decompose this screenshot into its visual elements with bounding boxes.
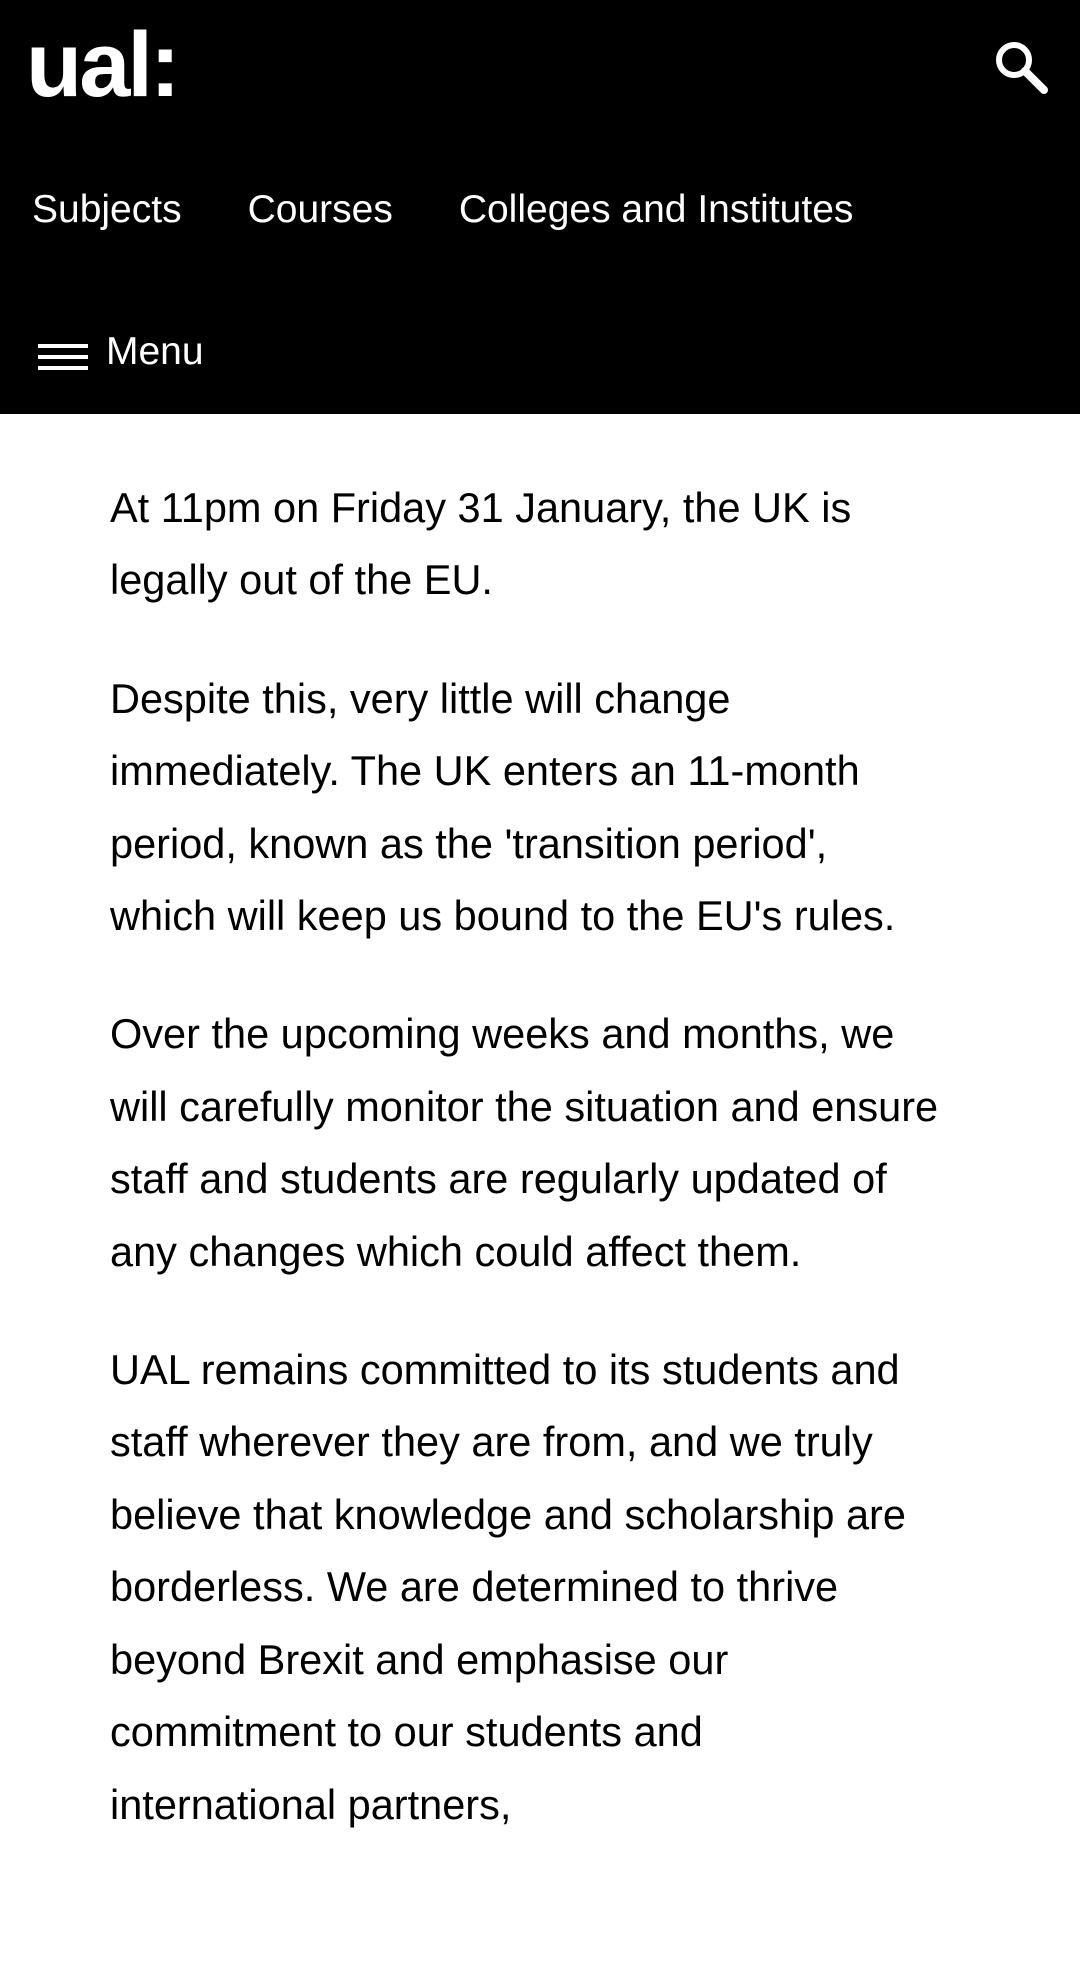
nav-item-courses[interactable]: Courses (247, 188, 393, 231)
article-paragraph: Despite this, very little will change immediately. The UK enters an 11-month period, known as the 'transition period', which will keep us bound to the EU's rules. (110, 674, 896, 940)
hamburger-icon (38, 330, 88, 366)
article-paragraph: Over the upcoming weeks and months, we will carefully monitor the situation and ensure staff and students are regularly updated of any changes which could affect them. (110, 1010, 939, 1275)
search-button[interactable] (990, 36, 1054, 100)
nav-item-colleges-and-institutes[interactable]: Colleges and Institutes (458, 188, 854, 231)
menu-label: Menu (106, 330, 204, 373)
site-header (0, 0, 1080, 414)
primary-nav (32, 180, 919, 240)
ual-logo[interactable]: ual: (26, 14, 178, 116)
menu-button[interactable] (38, 318, 204, 378)
nav-item-subjects[interactable]: Subjects (32, 188, 182, 231)
article-paragraph: At 11pm on Friday 31 January, the UK is legally out of the EU. (110, 484, 852, 604)
article-paragraph: UAL remains committed to its students and staff wherever they are from, and we truly believe that knowledge and scholarship are borderless. We are determined to thrive beyond Brexit and emphasise our commitment to our students and international partners, (110, 1346, 906, 1828)
article-body (110, 472, 940, 1887)
search-icon (990, 36, 1054, 100)
